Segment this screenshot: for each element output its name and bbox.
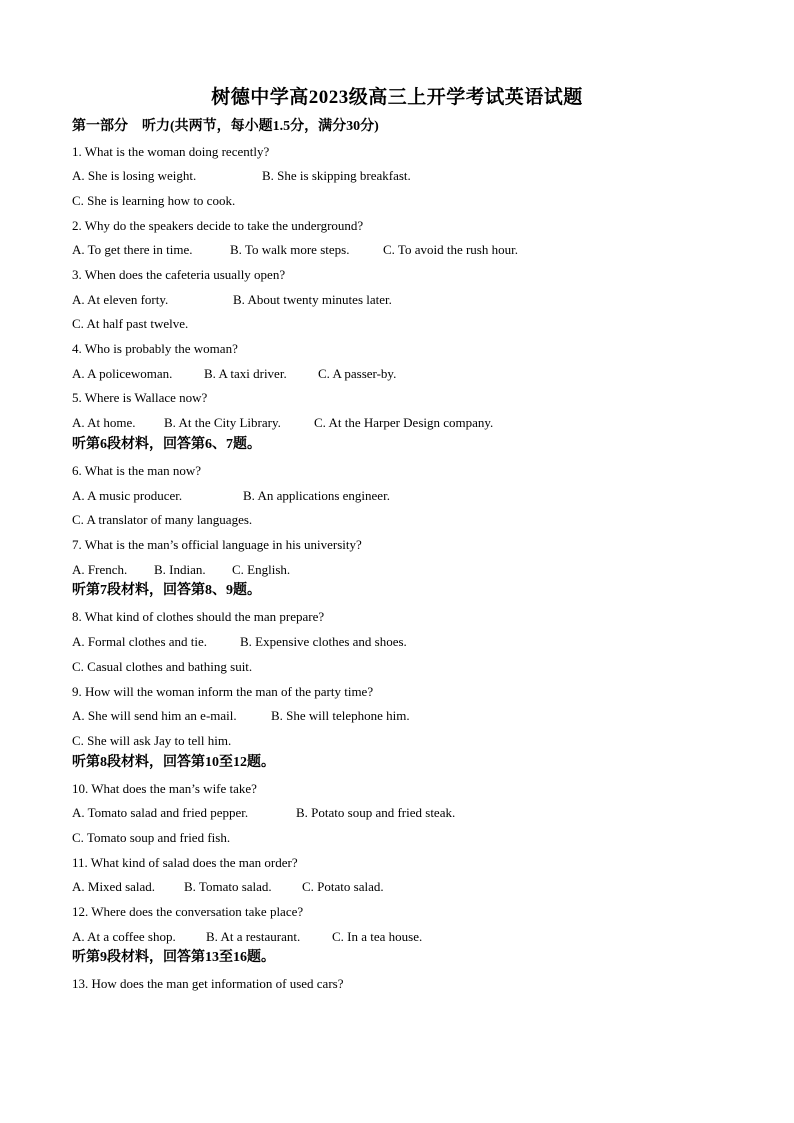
q7-option-c: C. English. [232,562,291,577]
q9-option-c: C. She will ask Jay to tell him. [72,733,232,748]
question-2: 2. Why do the speakers decide to take the underground? [72,218,364,233]
q1-option-b: B. She is skipping breakfast. [262,168,411,183]
question-8: 8. What kind of clothes should the man prepare? [72,609,325,624]
q7-option-a: A. French. [72,562,128,577]
question-5: 5. Where is Wallace now? [72,390,208,405]
q11-option-a: A. Mixed salad. [72,879,156,894]
listening-heading-6: 听第6段材料，回答第6、7题。 [72,437,261,452]
listening-heading-7: 听第7段材料，回答第8、9题。 [72,583,261,598]
question-13: 13. How does the man get information of used cars? [72,976,344,991]
q11-option-b: B. Tomato salad. [184,879,272,894]
q6-option-b: B. An applications engineer. [243,488,390,503]
q12-option-c: C. In a tea house. [332,929,423,944]
q5-option-b: B. At the City Library. [164,415,281,430]
section-heading: 第一部分 听力(共两节，每小题1.5分，满分30分) [72,119,379,134]
question-1: 1. What is the woman doing recently? [72,144,270,159]
q8-option-a: A. Formal clothes and tie. [72,634,208,649]
q6-option-c: C. A translator of many languages. [72,512,253,527]
q4-option-a: A. A policewoman. [72,366,173,381]
q7-option-b: B. Indian. [154,562,206,577]
q8-option-c: C. Casual clothes and bathing suit. [72,659,253,674]
question-12: 12. Where does the conversation take place? [72,904,304,919]
q12-option-b: B. At a restaurant. [206,929,301,944]
q4-option-b: B. A taxi driver. [204,366,287,381]
q11-option-c: C. Potato salad. [302,879,384,894]
question-7: 7. What is the man’s official language in his university? [72,537,362,552]
q2-option-b: B. To walk more steps. [230,242,350,257]
q1-option-a: A. She is losing weight. [72,168,197,183]
q4-option-c: C. A passer-by. [318,366,397,381]
q6-option-a: A. A music producer. [72,488,183,503]
q5-option-c: C. At the Harper Design company. [314,415,494,430]
q2-option-a: A. To get there in time. [72,242,193,257]
exam-title: 树德中学高2023级高三上开学考试英语试题 [211,87,583,108]
question-4: 4. Who is probably the woman? [72,341,238,356]
q1-option-c: C. She is learning how to cook. [72,193,236,208]
q2-option-c: C. To avoid the rush hour. [383,242,518,257]
q10-option-b: B. Potato soup and fried steak. [296,805,456,820]
question-6: 6. What is the man now? [72,463,202,478]
listening-heading-9: 听第9段材料，回答第13至16题。 [72,950,275,965]
q3-option-b: B. About twenty minutes later. [233,292,392,307]
question-3: 3. When does the cafeteria usually open? [72,267,286,282]
question-10: 10. What does the man’s wife take? [72,781,257,796]
q10-option-a: A. Tomato salad and fried pepper. [72,805,249,820]
listening-heading-8: 听第8段材料，回答第10至12题。 [72,755,275,770]
q3-option-a: A. At eleven forty. [72,292,169,307]
q8-option-b: B. Expensive clothes and shoes. [240,634,407,649]
q9-option-b: B. She will telephone him. [271,708,410,723]
q10-option-c: C. Tomato soup and fried fish. [72,830,231,845]
question-9: 9. How will the woman inform the man of the party time? [72,684,374,699]
question-11: 11. What kind of salad does the man order? [72,855,298,870]
q3-option-c: C. At half past twelve. [72,316,189,331]
q9-option-a: A. She will send him an e-mail. [72,708,237,723]
q12-option-a: A. At a coffee shop. [72,929,176,944]
q5-option-a: A. At home. [72,415,136,430]
